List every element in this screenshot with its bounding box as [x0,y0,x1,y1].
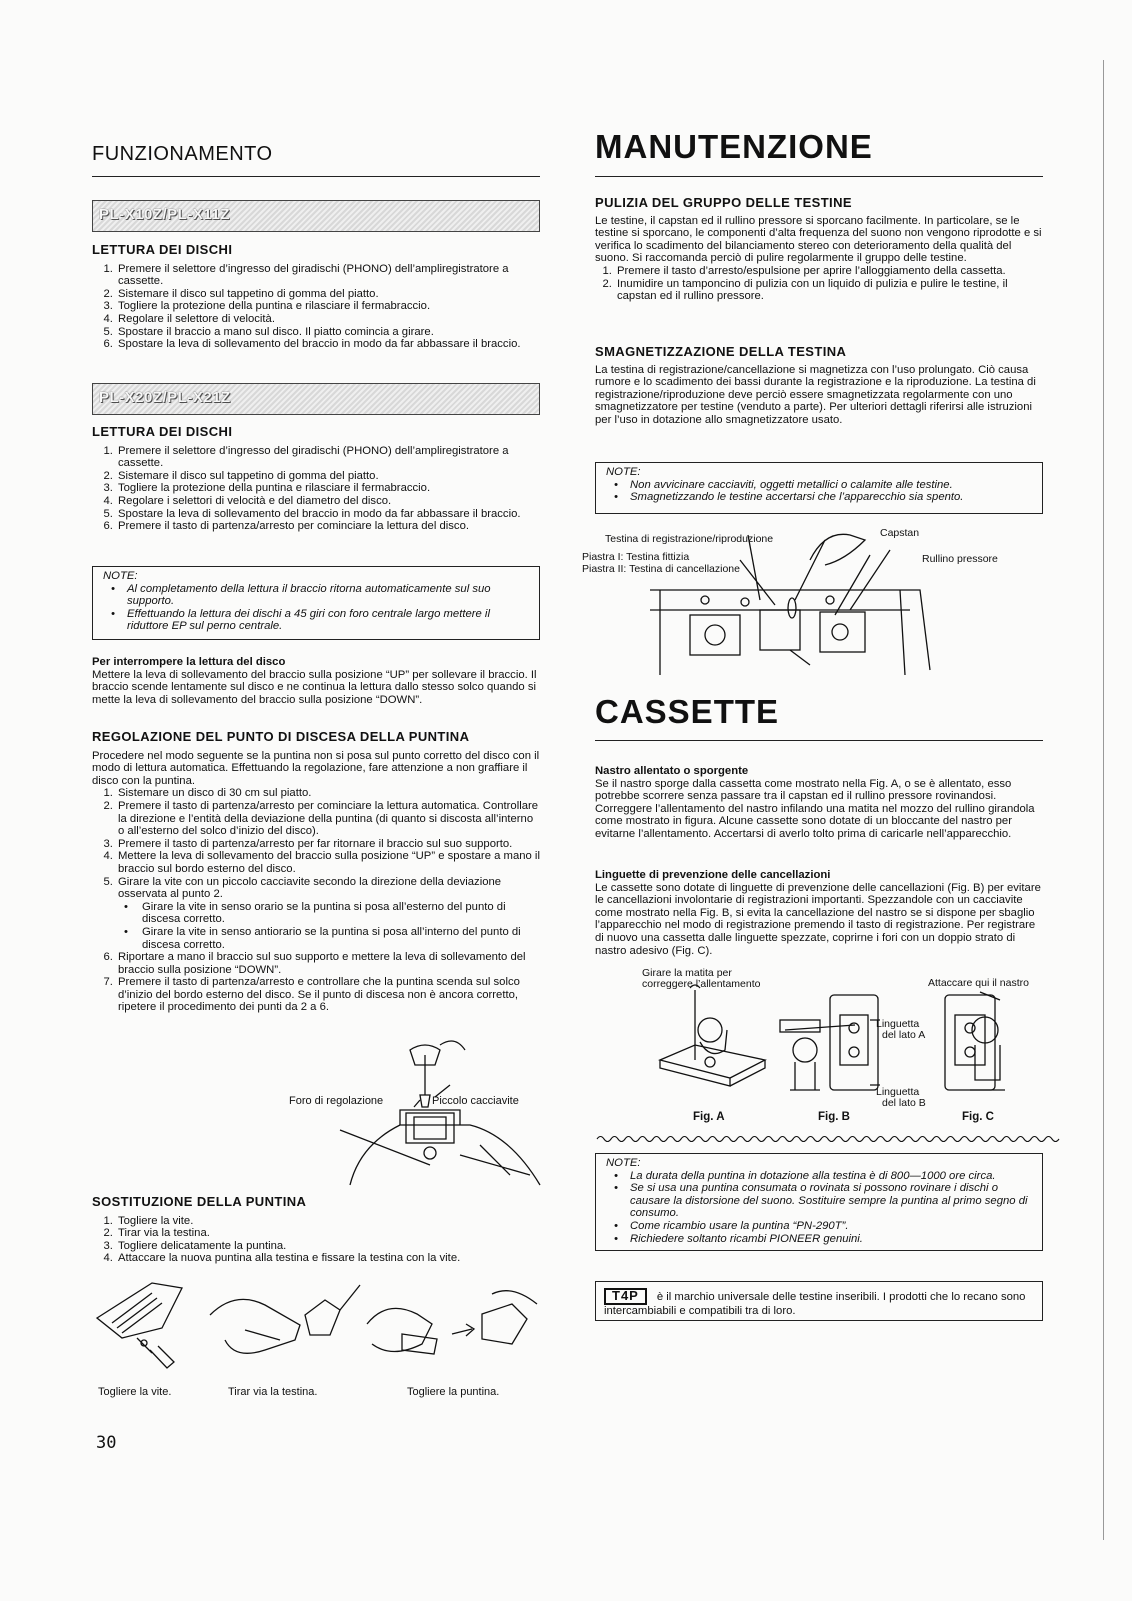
list-item: 6. Premere il tasto di partenza/arresto per cominciare la lettura del disco. [116,520,540,533]
caption-tirar-testina: Tirar via la testina. [228,1386,318,1398]
list-item: 5. Spostare la leva di sollevamento del braccio in modo da far abbassare il braccio. [116,508,540,521]
lettura-steps-2 [92,445,540,533]
lettura-title-2: LETTURA DEI DISCHI [92,424,233,439]
section-title-cassette: CASSETTE [595,693,780,730]
header-rule-left [92,176,540,177]
list-item: 1. Premere il selettore d’ingresso del giradischi (PHONO) dell’ampliregistratore a cassette. [116,263,540,288]
list-item: 6. Riportare a mano il braccio sul suo supporto e mettere la leva di sollevamento del braccio sulla posizione “DOWN”. [116,951,540,976]
list-item: • Girare la vite in senso orario se la puntina si posa all’esterno del punto di discesa corretto. [140,901,540,926]
note-box-1 [92,566,540,640]
nastro-title: Nastro allentato o sporgente [595,765,749,777]
stylus-figure-1 [92,1278,212,1378]
list-item: 1. Sistemare un disco di 30 cm sul piatto. [116,787,540,800]
sostituzione-title: SOSTITUZIONE DELLA PUNTINA [92,1194,307,1209]
regolazione-title: REGOLAZIONE DEL PUNTO DI DISCESA DELLA PUNTINA [92,729,470,744]
cassette-figure [655,990,1035,1105]
note-box-3 [595,1153,1043,1251]
interrompere-title: Per interrompere la lettura del disco [92,656,286,668]
t4p-logo: T4P [604,1288,647,1305]
list-item: 1. Togliere la vite. [116,1215,540,1228]
linguette-section [595,869,1043,957]
head-fig-label-piastra1: Piastra I: Testina fittizia [582,551,690,563]
caption-togliere-puntina: Togliere la puntina. [407,1386,500,1398]
stylus-figure-3 [362,1284,542,1374]
list-item: 1. Premere il selettore d’ingresso del giradischi (PHONO) dell’ampliregistratore a cassette. [116,445,540,470]
list-item: 4. Mettere la leva di sollevamento del braccio sulla posizione “UP” e spostare a mano il braccio sul bordo esterno del disco. [116,850,540,875]
list-item: 2. Inumidire un tamponcino di pulizia con un liquido di pulizia e pulire le testine, il capstan ed il rullino pressore. [615,278,1043,303]
wavy-divider [597,1134,1037,1144]
list-item: 6. Spostare la leva di sollevamento del braccio in modo da far abbassare il braccio. [116,338,540,351]
list-item: • Girare la vite in senso antiorario se la puntina si posa all’interno del punto di discesa corretto. [140,926,540,951]
list-item [116,876,540,952]
list-item: 4. Regolare il selettore di velocità. [116,313,540,326]
scan-edge-line [1103,60,1104,1540]
list-item: • Come ricambio usare la puntina “PN-290T”. [630,1220,1034,1233]
head-cleaning-figure [650,520,950,680]
caption-togliere-vite: Togliere la vite. [98,1386,172,1398]
list-item: • Effettuando la lettura dei dischi a 45 giri con foro centrale largo mettere il riduttore EP sul perno centrale. [127,608,531,633]
list-item: • Al completamento della lettura il braccio ritorna automaticamente sul suo supporto. [127,583,531,608]
section-title-funzionamento: FUNZIONAMENTO [92,143,273,165]
model-box-1 [92,200,540,232]
list-item: 2. Sistemare il disco sul tappetino di gomma del piatto. [116,470,540,483]
fig-label-cacciavite: Piccolo cacciavite [432,1095,519,1107]
fig-a-label: Fig. A [693,1111,725,1123]
list-item: • Richiedere soltanto ricambi PIONEER genuini. [630,1233,1034,1246]
list-item: 3. Togliere la protezione della puntina e rilasciare il fermabraccio. [116,300,540,313]
cass-fig-label-6: Linguetta [876,1086,920,1098]
page-number: 30 [96,1433,117,1453]
lettura-section-2 [92,426,540,533]
fig-label-foro: Foro di regolazione [289,1095,384,1107]
list-item: 2. Tirar via la testina. [116,1227,540,1240]
model-label-2: PL-X20Z/PL-X21Z [99,389,231,406]
linguette-text: Le cassette sono dotate di linguette di prevenzione delle cancellazioni (Fig. B) per evitare le cancellazioni involontarie di registrazioni importanti. Spezzandole con un cacciavite come mostrato nella Fig. B, si evita la cancellazione del nastro se si dispone per sbaglio l’apparecchio nel modo di registrazione premendo il tasto di registrazione. Per registrare di nuovo una cassetta dalle linguette spezzate, coprirne i fori con un doppio strato di nastro adesivo (Fig. C). [595,881,1041,957]
cass-fig-label-2: correggere l’allentamento [642,978,761,990]
nastro-text: Se il nastro sporge dalla cassetta come mostrato nella Fig. A, o se è allentato, esso potrebbe scorrere senza passare tra il capstan ed il rullino pressore rovinandosi. Correggere l’allentamento del nastro infilando una matita nel mozzo del rullino girandola come mostrato in figura. Alcune cassette sono dotate di un bloccante del nastro per evitarne l’allentamento. Accertarsi di averlo tolto prima di caricarle nell’apparecchio. [595,777,1035,840]
fig-b-label: Fig. B [818,1111,850,1123]
note-label: NOTE: [103,570,138,582]
list-item: 4. Regolare i selettori di velocità e del diametro del disco. [116,495,540,508]
cassette-rule [595,740,1043,741]
list-item: 4. Attaccare la nuova puntina alla testina e fissare la testina con la vite. [116,1252,540,1265]
cass-fig-label-7: del lato B [882,1097,926,1109]
linguette-title: Linguette di prevenzione delle cancellazioni [595,869,831,881]
pulizia-title: PULIZIA DEL GRUPPO DELLE TESTINE [595,195,852,210]
regolazione-section [92,731,540,1014]
list-item: 1. Premere il tasto d’arresto/espulsione per aprire l’alloggiamento della cassetta. [615,265,1043,278]
list-item: 5. Spostare il braccio a mano sul disco. Il piatto comincia a girare. [116,326,540,339]
list-item: 2. Premere il tasto di partenza/arresto per cominciare la lettura automatica. Controllare la direzione e l’entità della deviazione della puntina (di quanto si discosta all’interno o all’esterno del solco d’inizio del disco). [116,800,540,838]
list-item: 3. Togliere delicatamente la puntina. [116,1240,540,1253]
list-item: 3. Premere il tasto di partenza/arresto per far ritornare il braccio sul suo supporto. [116,838,540,851]
t4p-box [595,1281,1043,1321]
header-rule-right [595,176,1043,177]
step-text: Girare la vite con un piccolo cacciavite secondo la direzione della deviazione osservata al punto 2. [118,875,502,901]
head-fig-label-capstan: Capstan [880,527,920,539]
cass-fig-label-5: del lato A [882,1029,926,1041]
model-box-2 [92,383,540,415]
note-label: NOTE: [606,466,641,478]
model-label-1: PL-X10Z/PL-X11Z [99,206,230,223]
list-item: 7. Premere il tasto di partenza/arresto e controllare che la puntina scenda sul solco d’inizio del bordo esterno del disco. Se il punto di discesa non è ancora corretto, ripetere il procedimento dei punti da 2 a 6. [116,976,540,1014]
smagnetizzazione-text: La testina di registrazione/cancellazione si magnetizza con l’uso prolungato. Ciò causa rumore e lo scadimento dei bassi durante la registrazione e la riproduzione. La testina di registrazione/riproduzione deve perciò essere smagnetizzata regolarmente con uno smagnetizzatore per testine (venduto a parte). Per ulteriori dettagli riferirsi alle istruzioni per l’uso in dotazione allo smagnetizzatore usato. [595,363,1036,426]
pulizia-section [595,197,1043,303]
interrompere-text: Mettere la leva di sollevamento del braccio sulla posizione “UP” per sollevare il braccio. Il braccio scende lentamente sul disco e ne continua la lettura dallo stesso solco quando si mette la leva di sollevamento del braccio sulla posizione “DOWN”. [92,668,537,706]
nastro-section [595,765,1043,841]
list-item: 3. Togliere la protezione della puntina e rilasciare il fermabraccio. [116,482,540,495]
cass-fig-label-1: Girare la matita per [642,967,732,979]
smagnetizzazione-section [595,346,1043,427]
lettura-title-1: LETTURA DEI DISCHI [92,242,233,257]
list-item: • Non avvicinare cacciaviti, oggetti metallici o calamite alle testine. [630,479,1034,492]
sostituzione-steps [92,1215,540,1265]
list-item: • La durata della puntina in dotazione alla testina è di 800—1000 ore circa. [630,1170,1034,1183]
list-item: 2. Sistemare il disco sul tappetino di gomma del piatto. [116,288,540,301]
t4p-text: è il marchio universale delle testine inseribili. I prodotti che lo recano sono intercambiabili e compatibili tra di loro. [604,1291,1026,1317]
pulizia-steps [595,265,1043,303]
head-fig-label-testina: Testina di registrazione/riproduzione [605,533,774,545]
head-fig-label-piastra2: Piastra II: Testina di cancellazione [582,563,740,575]
lettura-steps-1 [92,263,540,351]
sostituzione-section [92,1196,540,1265]
regolazione-steps [92,787,540,1014]
list-item: • Se si usa una puntina consumata o rovinata si possono rovinare i dischi o causare la distorsione del suono. Sostituire sempre la puntina al primo segno di consumo. [630,1182,1034,1220]
adjustment-figure [340,1035,550,1195]
smagnetizzazione-title: SMAGNETIZZAZIONE DELLA TESTINA [595,344,847,359]
cass-fig-label-3: Attaccare qui il nastro [928,977,1029,989]
note-box-2 [595,462,1043,514]
stylus-figure-2 [205,1280,365,1370]
pulizia-text: Le testine, il capstan ed il rullino pressore si sporcano facilmente. In particolare, se le testine si sporcano, le componenti d’alta frequenza del suono non vengono riprodotte e si verifica lo scadimento del bilanciamento stereo con deterioramento della qualità del suono. Si raccomanda perciò di pulire regolarmente il gruppo delle testine. [595,214,1042,265]
section-title-manutenzione: MANUTENZIONE [595,128,873,165]
note-label: NOTE: [606,1157,641,1169]
fig-c-label: Fig. C [962,1111,994,1123]
cass-fig-label-4: Linguetta [876,1018,920,1030]
list-item: • Smagnetizzando le testine accertarsi che l’apparecchio sia spento. [630,491,1034,504]
lettura-section-1 [92,244,540,351]
head-fig-label-rullino: Rullino pressore [922,553,998,565]
interrompere-section [92,656,540,706]
regolazione-intro: Procedere nel modo seguente se la puntina non si posa sul punto corretto del disco con il modo di lettura automatica. Effettuando la regolazione, fare attenzione a non graffiare il disco con la puntina. [92,749,540,787]
